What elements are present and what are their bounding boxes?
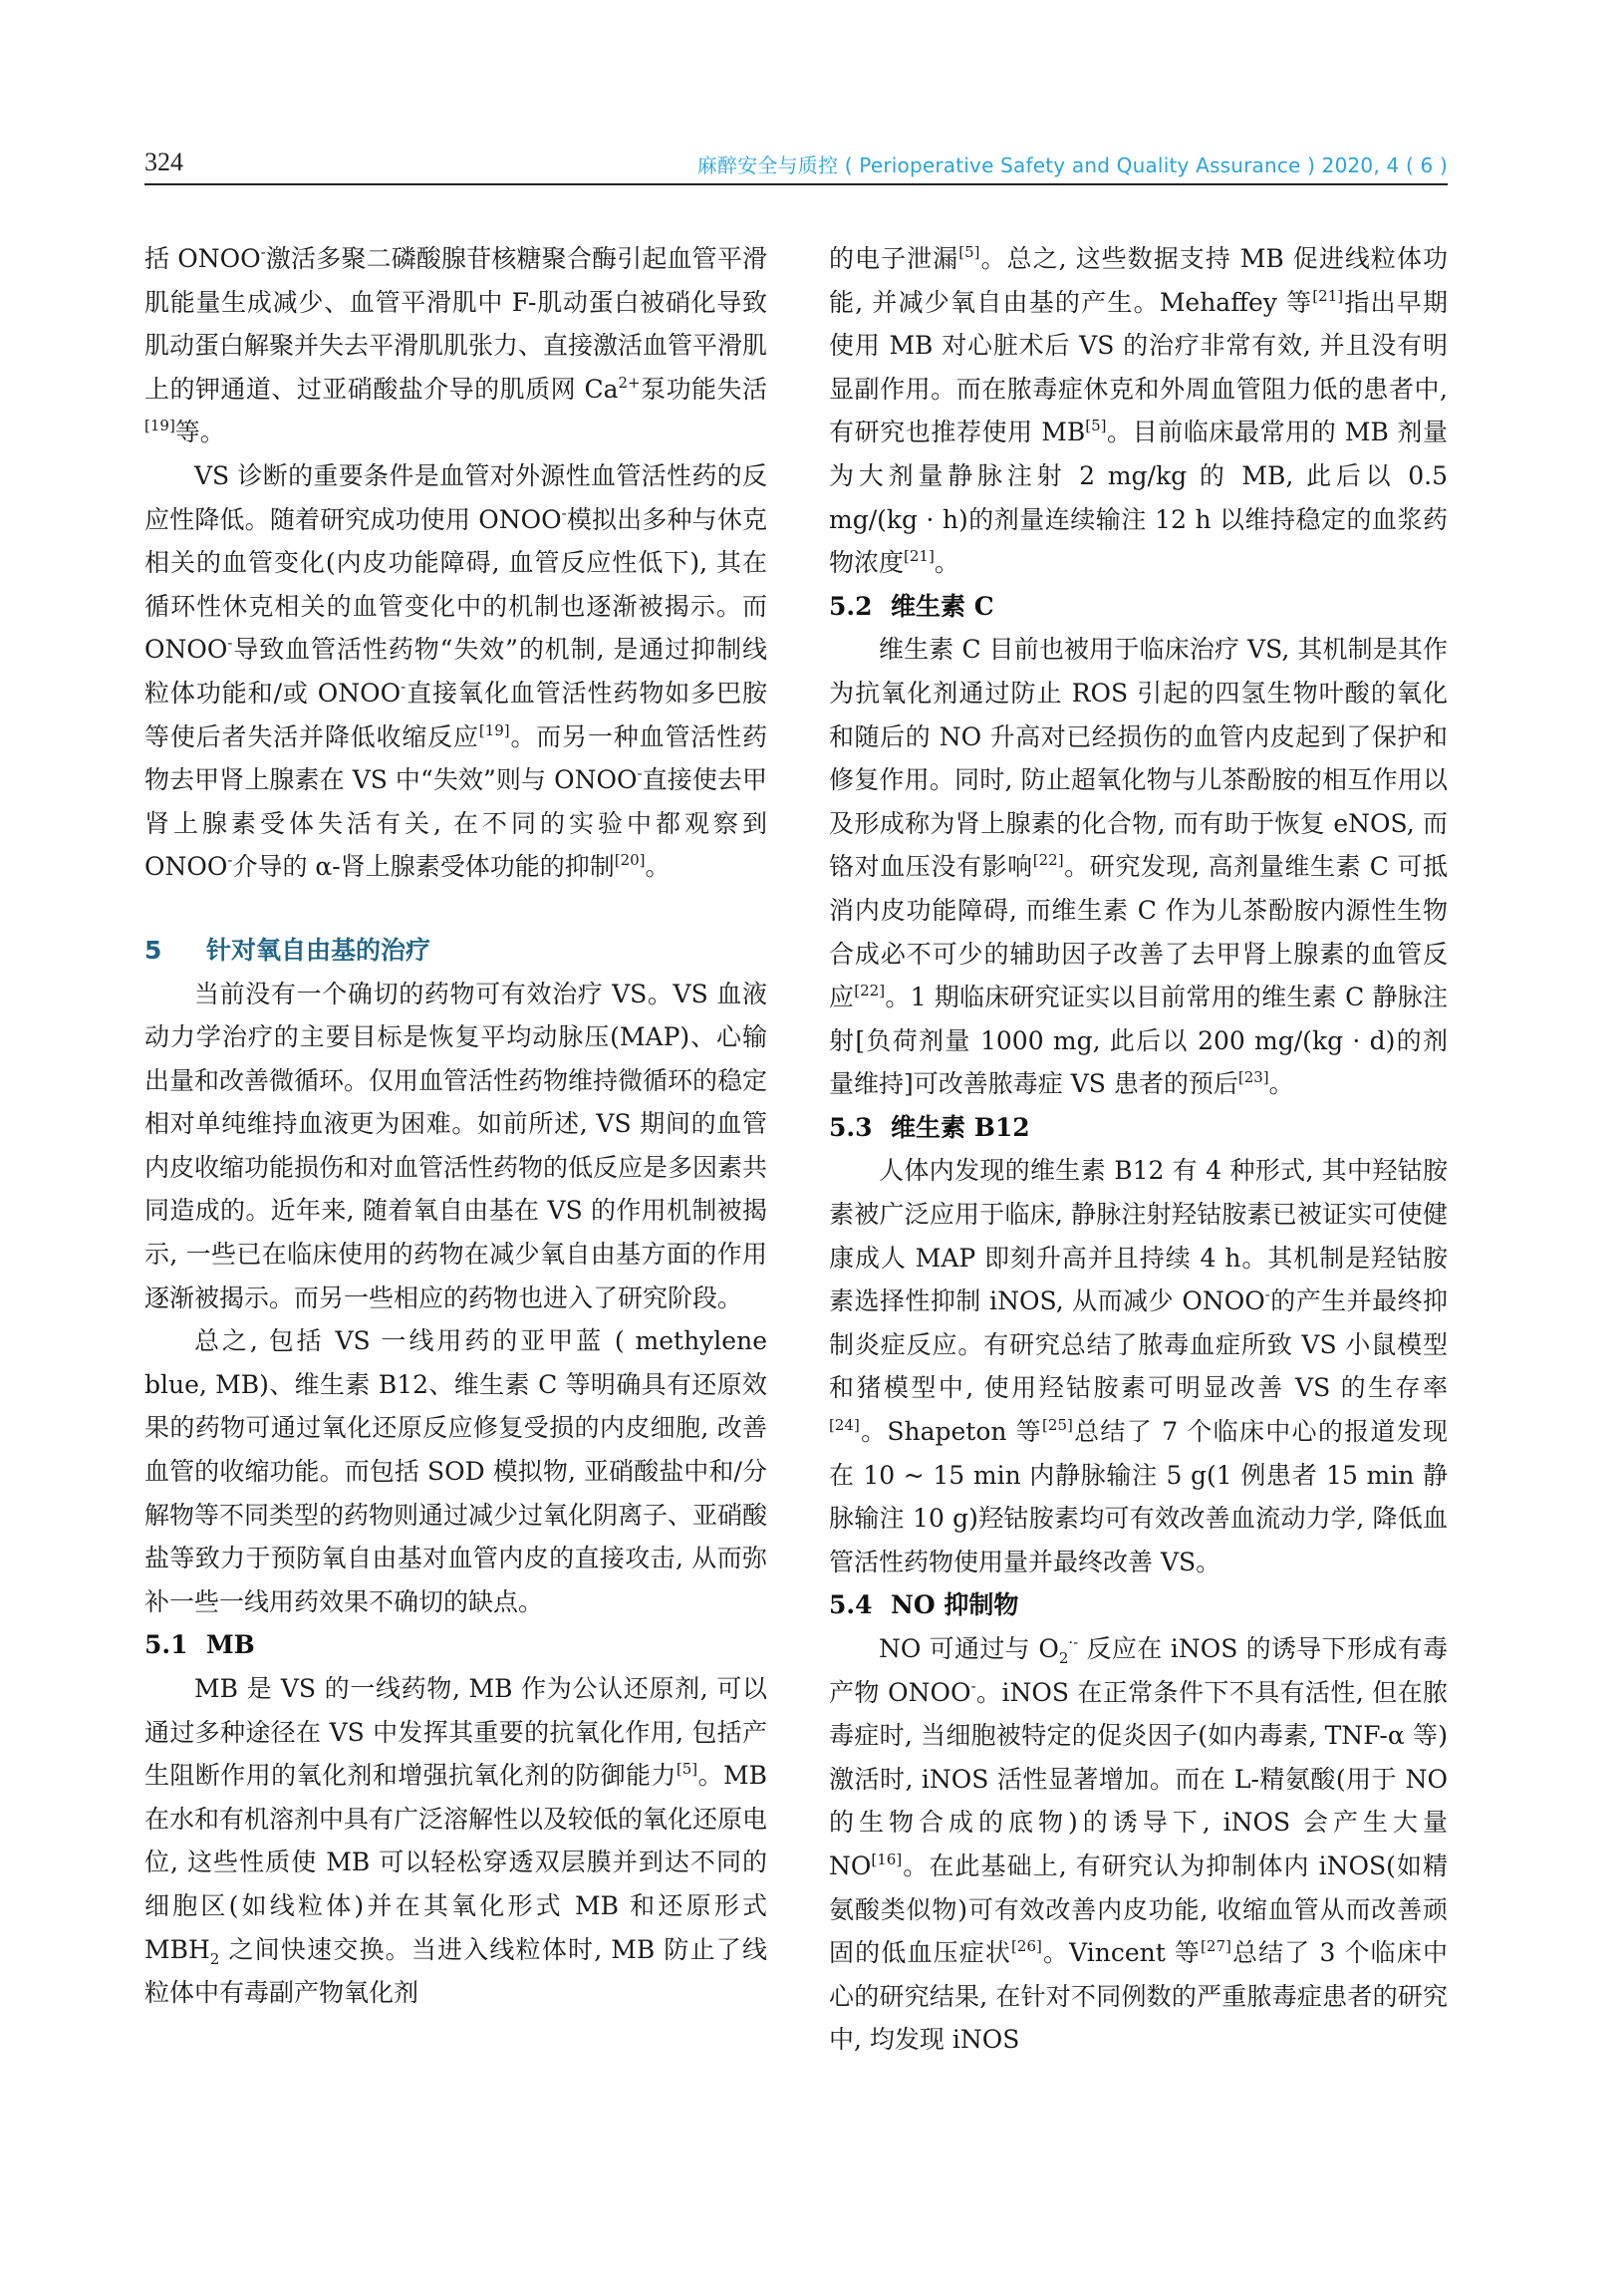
section-title: 针对氧自由基的治疗 [206,935,431,965]
citation-ref: [24] [829,1416,860,1435]
text-run: 总结了 7 个临床中心的报道发现在 10 ~ 15 min 内静脉输注 5 g(1 例患者 15 min 静脉输注 10 g)羟钴胺素均可有效改善血流动力学, 降低血管活性药物使用量并最终改善 VS。 [829,1417,1448,1576]
section-heading-5-2 [829,585,1448,629]
superscript: - [1264,1285,1270,1304]
section-heading-5-4 [829,1583,1448,1627]
text-run: 。 [1268,1069,1294,1099]
section-heading-5-3 [829,1106,1448,1150]
citation-ref: [5] [958,243,980,261]
text-run: 等。 [174,418,225,447]
text-run: 的电子泄漏 [829,244,959,273]
text-run: 导致血管活性药物“失效”的机制, 是通过抑制线粒体功能和/或 ONOO [144,635,767,708]
text-run: MB 是 VS 的一线药物, MB 作为公认还原剂, 可以通过多种途径在 VS 中发挥其重要的抗氧化作用, 包括产生阻断作用的氧化剂和增强抗氧化剂的防御能力 [144,1674,767,1791]
text-run: 。MB 在水和有机溶剂中具有广泛溶解性以及较低的氧化还原电位, 这些性质使 MB 可以轻松穿透双层膜并到达不同的细胞区(如线粒体)并在其氧化形式 MB 和还原形式 MBH [144,1761,768,1964]
text-run: 人体内发现的维生素 B12 有 4 种形式, 其中羟钴胺素被广泛应用于临床, 静脉注射羟钴胺素已被证实可使健康成人 MAP 即刻升高并且持续 4 h。其机制是羟钴胺素选择性抑制 iNOS, 从而减少 ONOO [829,1156,1448,1316]
text-run: 指出早期使用 MB 对心脏术后 VS 的治疗非常有效, 并且没有明显副作用。而在脓毒症休克和外周血管阻力低的患者中, 有研究也推荐使用 MB [829,287,1448,447]
section-title: MB [206,1630,255,1660]
text-run: 。在此基础上, 有研究认为抑制体内 iNOS(如精氨酸类似物)可有效改善内皮功能, 收缩血管从而改善顽固的低血压症状 [829,1851,1448,1968]
citation-ref: [25] [1042,1416,1073,1435]
section-title: 维生素 B12 [891,1112,1030,1142]
section-title: NO 抑制物 [891,1590,1019,1620]
section-number: 5.1 [144,1630,188,1660]
text-run: 括 ONOO [144,244,261,273]
paragraph [144,237,767,454]
section-heading-5 [144,929,767,973]
citation-ref: [5] [676,1760,698,1779]
text-run: 直接使去甲肾上腺素受体失活有关, 在不同的实验中都观察到 ONOO [144,765,767,882]
citation-ref: [20] [614,851,646,870]
section-heading-5-1 [144,1623,767,1667]
text-run: 。iNOS 在正常条件下不具有活性, 但在脓毒症时, 当细胞被特定的促炎因子(如内毒素, TNF-α 等) 激活时, iNOS 活性显著增加。而在 L-精氨酸(用于 NO 的生物合成的底物)的诱导下, iNOS 会产生大量 NO [829,1677,1449,1880]
text-run: 。目前临床最常用的 MB 剂量为大剂量静脉注射 2 mg/kg 的 MB, 此后以 0.5 mg/(kg · h)的剂量连续输注 12 h 以维持稳定的血浆药物浓度 [829,418,1448,578]
paragraph [829,1627,1448,2062]
superscript: - [637,764,643,783]
section-number: 5.2 [829,591,873,621]
text-run: 。而另一种血管活性药物去甲肾上腺素在 VS 中“失效”则与 ONOO [144,721,767,795]
citation-ref: [23] [1237,1068,1269,1087]
superscript: ·- [1068,1633,1079,1651]
section-title: 维生素 C [891,591,994,621]
page-header [144,147,1448,183]
header-rule [144,183,1448,185]
citation-ref: [26] [1011,1937,1042,1956]
paragraph [144,1667,767,2015]
text-run: 反应在 iNOS 的诱导下形成有毒产物 ONOO [829,1634,1449,1707]
section-number: 5.4 [829,1590,873,1620]
citation-ref: [5] [1085,417,1107,435]
paragraph [144,454,767,889]
citation-ref: [16] [871,1850,903,1868]
superscript: - [260,243,266,261]
journal-running-title: 麻醉安全与质控 ( Perioperative Safety and Quality Assurance ) 2020, 4 ( 6 ) [696,153,1448,177]
text-run: 直接氧化血管活性药物如多巴胺等使后者失活并降低收缩反应 [144,678,767,751]
text-run: 介导的 α-肾上腺素受体功能的抑制 [232,852,615,882]
text-run: 泵功能失活 [640,374,767,404]
subscript: 2 [209,1949,220,1968]
text-run: 维生素 C 目前也被用于临床治疗 VS, 其机制是其作为抗氧化剂通过防止 ROS 引起的四氢生物叶酸的氧化和随后的 NO 升高对已经损伤的血管内皮起到了保护和修复作用。同时, 防止超氧化物与儿茶酚胺的相互作用以及形成称为肾上腺素的化合物, 而有助于恢复 eNOS, 而铬对血压没有影响 [829,635,1448,882]
text-run: 。 [934,548,959,578]
text-run: 总之, 包括 VS 一线用药的亚甲蓝 ( methylene blue, MB)、维生素 B12、维生素 C 等明确具有还原效果的药物可通过氧化还原反应修复受损的内皮细胞, 改善血管的收缩功能。而包括 SOD 模拟物, 亚硝酸盐中和/分解物等不同类型的药物则通过减少过氧化阴离子、亚硝酸盐等致力于预防氧自由基对血管内皮的直接攻击, 从而弥补一些一线用药效果不确切的缺点。 [144,1326,768,1616]
citation-ref: [21] [1312,286,1344,305]
text-run: NO 可通过与 O [879,1634,1059,1663]
section-number: 5.3 [829,1112,873,1142]
text-run: 。研究发现, 高剂量维生素 C 可抵消内皮功能障碍, 而维生素 C 作为儿茶酚胺内源性生物合成必不可少的辅助因子改善了去甲肾上腺素的血管反应 [829,852,1448,1012]
citation-ref: [22] [854,982,886,1000]
text-run: VS 诊断的重要条件是血管对外源性血管活性药的反应性降低。随着研究成功使用 ONOO [144,460,767,534]
subscript: 2 [1058,1649,1069,1667]
superscript: 2+ [618,373,641,392]
citation-ref: [22] [1032,851,1064,870]
page-number: 324 [144,147,183,176]
text-run: 激活多聚二磷酸腺苷核糖聚合酶引起血管平滑肌能量生成减少、血管平滑肌中 F-肌动蛋白被硝化导致肌动蛋白解聚并失去平滑肌肌张力、直接激活血管平滑肌上的钾通道、过亚硝酸盐介导的肌质网 Ca [144,244,768,404]
section-number: 5 [144,935,162,965]
paragraph [829,628,1448,1106]
paragraph [829,237,1448,585]
text-run: 。 [645,852,671,882]
paragraph [144,973,767,1320]
text-run: 。Shapeton 等 [859,1417,1043,1447]
superscript: - [401,677,406,696]
left-column [144,237,767,2015]
superscript: - [970,1676,976,1695]
text-run: 的产生并最终抑制炎症反应。有研究总结了脓毒血症所致 VS 小鼠模型和猪模型中, 使用羟钴胺素可明显改善 VS 的生存率 [829,1286,1448,1403]
text-run: 之间快速交换。当进入线粒体时, MB 防止了线粒体中有毒副产物氧化剂 [144,1934,767,2008]
text-run: 。1 期临床研究证实以目前常用的维生素 C 静脉注射[负荷剂量 1000 mg, 此后以 200 mg/(kg · d)的剂量维持]可改善脓毒症 VS 患者的预后 [829,983,1448,1099]
superscript: - [561,503,567,522]
superscript: - [227,851,233,870]
right-column [829,237,1448,2062]
text-run: 当前没有一个确切的药物可有效治疗 VS。VS 血液动力学治疗的主要目标是恢复平均动脉压(MAP)、心输出量和改善微循环。仅用血管活性药物维持微循环的稳定相对单纯维持血液更为困难。如前所述, VS 期间的血管内皮收缩功能损伤和对血管活性药物的低反应是多因素共同造成的。近年来, 随着氧自由基在 VS 的作用机制被揭示, 一些已在临床使用的药物在减少氧自由基方面的作用逐渐被揭示。而另一些相应的药物也进入了研究阶段。 [144,979,768,1312]
citation-ref: [19] [478,720,510,739]
paragraph [829,1149,1448,1583]
paragraph [144,1319,767,1623]
text-run: 。总之, 这些数据支持 MB 促进线粒体功能, 并减少氧自由基的产生。Mehaffey 等 [829,244,1448,317]
citation-ref: [19] [144,417,175,435]
text-run: 总结了 3 个临床中心的研究结果, 在针对不同例数的严重脓毒症患者的研究中, 均发现 iNOS [829,1938,1448,2055]
citation-ref: [27] [1201,1937,1231,1956]
citation-ref: [21] [904,547,935,566]
text-run: 模拟出多种与休克相关的血管变化(内皮功能障碍, 血管反应性低下), 其在循环性休克相关的血管变化中的机制也逐渐被揭示。而 ONOO [144,504,767,665]
superscript: - [227,634,233,653]
text-run: 。Vincent 等 [1041,1938,1202,1968]
